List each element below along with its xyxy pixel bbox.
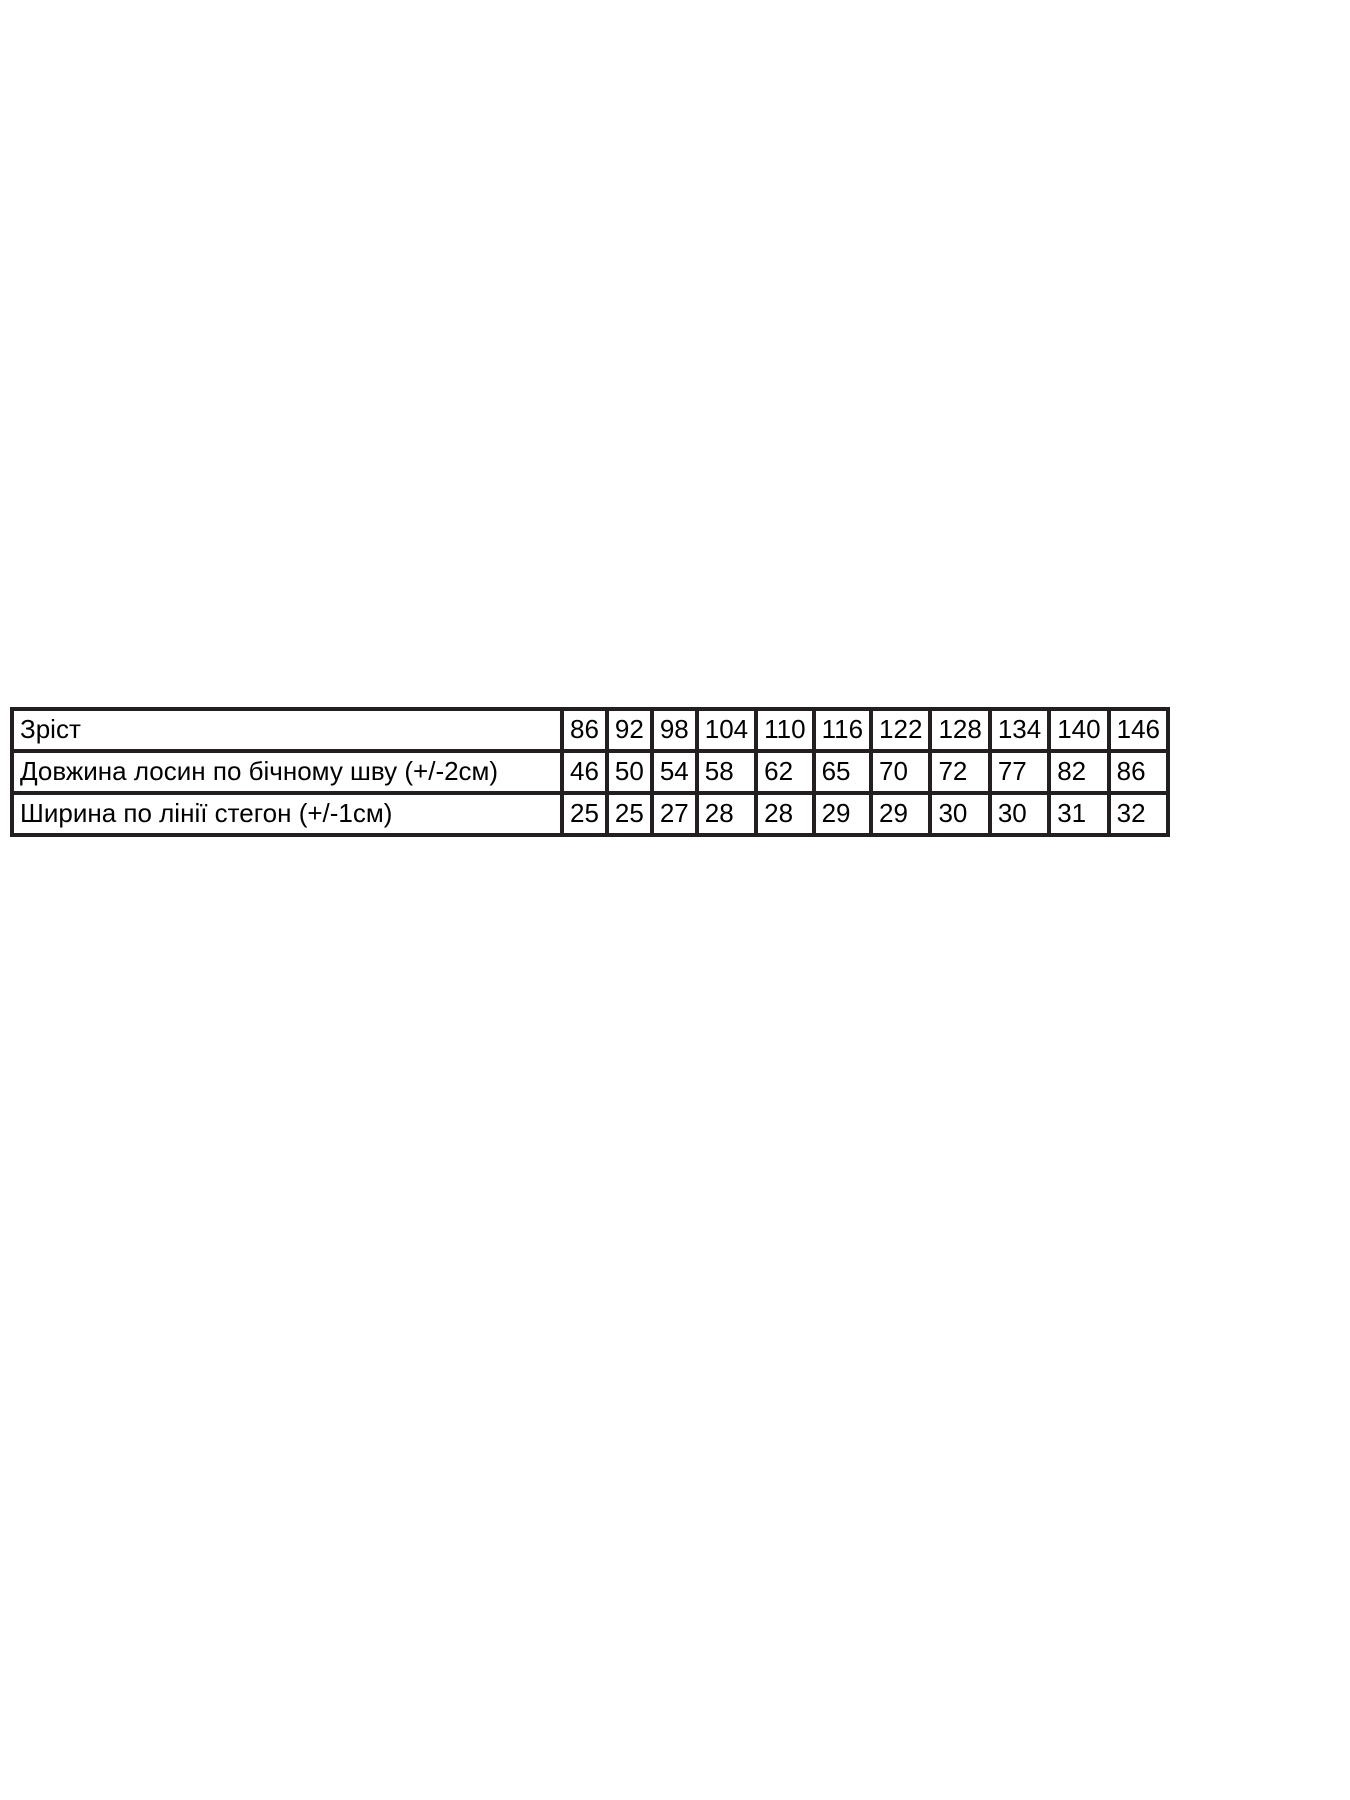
row-value: 32 — [1109, 793, 1168, 835]
row-value: 30 — [930, 793, 989, 835]
row-value: 28 — [756, 793, 813, 835]
row-value: 104 — [697, 709, 756, 751]
row-value: 27 — [652, 793, 697, 835]
row-value: 58 — [697, 751, 756, 793]
row-value: 110 — [756, 709, 813, 751]
row-value: 62 — [756, 751, 813, 793]
row-value: 25 — [607, 793, 652, 835]
row-value: 30 — [990, 793, 1049, 835]
row-value: 128 — [930, 709, 989, 751]
row-value: 54 — [652, 751, 697, 793]
row-value: 46 — [562, 751, 607, 793]
row-value: 82 — [1049, 751, 1108, 793]
row-value: 29 — [871, 793, 930, 835]
row-value: 70 — [871, 751, 930, 793]
row-value: 86 — [1109, 751, 1168, 793]
row-value: 92 — [607, 709, 652, 751]
row-value: 31 — [1049, 793, 1108, 835]
row-label: Ширина по лінії стегон (+/-1см) — [12, 793, 562, 835]
table-row — [12, 793, 1168, 835]
row-value: 122 — [871, 709, 930, 751]
row-value: 77 — [990, 751, 1049, 793]
table-row — [12, 751, 1168, 793]
row-label: Зріст — [12, 709, 562, 751]
row-value: 50 — [607, 751, 652, 793]
row-value: 65 — [814, 751, 871, 793]
row-value: 116 — [814, 709, 871, 751]
table-row — [12, 709, 1168, 751]
row-value: 25 — [562, 793, 607, 835]
row-value: 134 — [990, 709, 1049, 751]
row-value: 28 — [697, 793, 756, 835]
row-label: Довжина лосин по бічному шву (+/-2см) — [12, 751, 562, 793]
row-value: 29 — [814, 793, 871, 835]
row-value: 86 — [562, 709, 607, 751]
row-value: 98 — [652, 709, 697, 751]
row-value: 72 — [930, 751, 989, 793]
size-chart — [10, 707, 1170, 837]
row-value: 140 — [1049, 709, 1108, 751]
row-value: 146 — [1109, 709, 1168, 751]
size-table — [10, 707, 1170, 837]
